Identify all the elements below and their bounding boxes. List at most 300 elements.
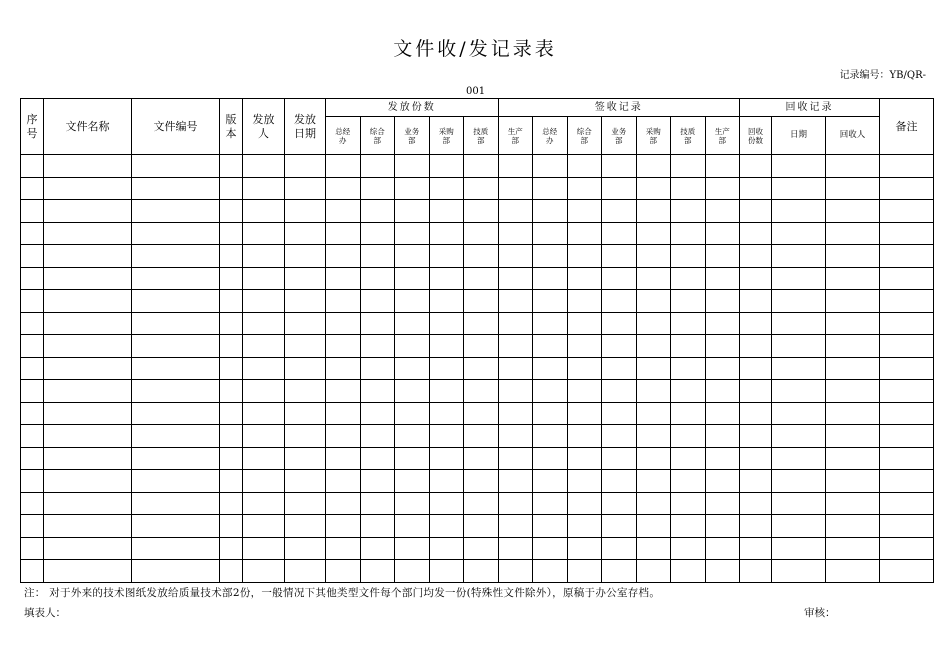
table-cell[interactable] (567, 222, 602, 245)
table-cell[interactable] (44, 402, 132, 425)
table-cell[interactable] (772, 290, 826, 313)
table-cell[interactable] (567, 515, 602, 538)
table-cell[interactable] (464, 492, 499, 515)
table-cell[interactable] (395, 515, 430, 538)
table-cell[interactable] (602, 492, 637, 515)
table-cell[interactable] (220, 155, 243, 178)
table-cell[interactable] (533, 335, 568, 358)
table-cell[interactable] (772, 402, 826, 425)
table-cell[interactable] (705, 312, 740, 335)
table-cell[interactable] (705, 177, 740, 200)
table-cell[interactable] (772, 335, 826, 358)
table-cell[interactable] (636, 492, 671, 515)
table-cell[interactable] (772, 222, 826, 245)
table-cell[interactable] (498, 222, 533, 245)
table-cell[interactable] (671, 402, 706, 425)
table-cell[interactable] (21, 200, 44, 223)
table-cell[interactable] (705, 200, 740, 223)
table-cell[interactable] (826, 380, 880, 403)
table-cell[interactable] (533, 380, 568, 403)
table-cell[interactable] (636, 560, 671, 583)
table-cell[interactable] (326, 312, 361, 335)
table-cell[interactable] (360, 312, 395, 335)
table-cell[interactable] (772, 155, 826, 178)
table-cell[interactable] (826, 200, 880, 223)
table-cell[interactable] (705, 222, 740, 245)
table-cell[interactable] (44, 245, 132, 268)
table-cell[interactable] (464, 155, 499, 178)
table-cell[interactable] (671, 515, 706, 538)
table-cell[interactable] (220, 492, 243, 515)
table-cell[interactable] (360, 537, 395, 560)
table-cell[interactable] (498, 245, 533, 268)
table-cell[interactable] (395, 560, 430, 583)
table-cell[interactable] (360, 470, 395, 493)
table-cell[interactable] (132, 312, 220, 335)
table-cell[interactable] (533, 200, 568, 223)
table-cell[interactable] (740, 425, 772, 448)
table-cell[interactable] (533, 492, 568, 515)
table-cell[interactable] (772, 245, 826, 268)
table-cell[interactable] (395, 537, 430, 560)
table-cell[interactable] (220, 312, 243, 335)
table-cell[interactable] (21, 492, 44, 515)
table-cell[interactable] (826, 335, 880, 358)
table-cell[interactable] (285, 290, 326, 313)
table-cell[interactable] (705, 267, 740, 290)
table-cell[interactable] (21, 402, 44, 425)
table-cell[interactable] (44, 312, 132, 335)
table-cell[interactable] (326, 425, 361, 448)
table-cell[interactable] (395, 200, 430, 223)
table-cell[interactable] (567, 380, 602, 403)
table-cell[interactable] (464, 515, 499, 538)
table-cell[interactable] (243, 447, 285, 470)
table-cell[interactable] (464, 470, 499, 493)
table-cell[interactable] (220, 402, 243, 425)
table-cell[interactable] (44, 200, 132, 223)
table-cell[interactable] (772, 267, 826, 290)
table-cell[interactable] (429, 560, 464, 583)
table-cell[interactable] (567, 155, 602, 178)
table-cell[interactable] (220, 222, 243, 245)
table-cell[interactable] (498, 470, 533, 493)
table-cell[interactable] (533, 447, 568, 470)
table-cell[interactable] (395, 425, 430, 448)
table-cell[interactable] (671, 222, 706, 245)
table-cell[interactable] (360, 200, 395, 223)
table-cell[interactable] (705, 560, 740, 583)
table-cell[interactable] (567, 447, 602, 470)
table-cell[interactable] (243, 335, 285, 358)
table-cell[interactable] (326, 245, 361, 268)
table-cell[interactable] (636, 200, 671, 223)
table-cell[interactable] (243, 515, 285, 538)
table-cell[interactable] (220, 447, 243, 470)
table-cell[interactable] (285, 357, 326, 380)
table-cell[interactable] (21, 357, 44, 380)
table-cell[interactable] (285, 312, 326, 335)
table-cell[interactable] (285, 515, 326, 538)
table-cell[interactable] (44, 335, 132, 358)
table-cell[interactable] (243, 312, 285, 335)
table-cell[interactable] (464, 290, 499, 313)
table-cell[interactable] (740, 447, 772, 470)
table-cell[interactable] (498, 515, 533, 538)
table-cell[interactable] (826, 245, 880, 268)
table-cell[interactable] (44, 425, 132, 448)
table-cell[interactable] (880, 290, 934, 313)
table-cell[interactable] (740, 177, 772, 200)
table-cell[interactable] (326, 200, 361, 223)
table-cell[interactable] (826, 470, 880, 493)
table-cell[interactable] (429, 177, 464, 200)
table-cell[interactable] (602, 155, 637, 178)
table-cell[interactable] (671, 357, 706, 380)
table-cell[interactable] (395, 177, 430, 200)
table-cell[interactable] (395, 357, 430, 380)
table-cell[interactable] (740, 380, 772, 403)
table-cell[interactable] (567, 560, 602, 583)
table-cell[interactable] (826, 155, 880, 178)
table-cell[interactable] (429, 155, 464, 178)
table-cell[interactable] (360, 155, 395, 178)
table-cell[interactable] (880, 200, 934, 223)
table-cell[interactable] (464, 335, 499, 358)
table-cell[interactable] (533, 515, 568, 538)
table-cell[interactable] (132, 245, 220, 268)
table-cell[interactable] (671, 447, 706, 470)
table-cell[interactable] (395, 267, 430, 290)
table-cell[interactable] (21, 222, 44, 245)
table-cell[interactable] (326, 402, 361, 425)
table-cell[interactable] (498, 560, 533, 583)
table-cell[interactable] (220, 380, 243, 403)
table-cell[interactable] (360, 177, 395, 200)
table-cell[interactable] (636, 447, 671, 470)
table-cell[interactable] (360, 425, 395, 448)
table-cell[interactable] (395, 312, 430, 335)
table-cell[interactable] (772, 447, 826, 470)
table-cell[interactable] (636, 177, 671, 200)
table-cell[interactable] (880, 267, 934, 290)
table-cell[interactable] (132, 200, 220, 223)
table-cell[interactable] (326, 155, 361, 178)
table-cell[interactable] (567, 312, 602, 335)
table-cell[interactable] (285, 245, 326, 268)
table-cell[interactable] (132, 402, 220, 425)
table-cell[interactable] (21, 447, 44, 470)
table-cell[interactable] (705, 335, 740, 358)
table-cell[interactable] (498, 447, 533, 470)
table-cell[interactable] (243, 537, 285, 560)
table-cell[interactable] (740, 402, 772, 425)
table-cell[interactable] (464, 245, 499, 268)
table-cell[interactable] (705, 357, 740, 380)
table-cell[interactable] (132, 222, 220, 245)
table-cell[interactable] (880, 425, 934, 448)
table-cell[interactable] (671, 177, 706, 200)
table-cell[interactable] (671, 290, 706, 313)
table-cell[interactable] (132, 380, 220, 403)
table-cell[interactable] (533, 312, 568, 335)
table-cell[interactable] (826, 537, 880, 560)
table-cell[interactable] (395, 245, 430, 268)
table-cell[interactable] (740, 200, 772, 223)
table-cell[interactable] (740, 222, 772, 245)
table-cell[interactable] (21, 335, 44, 358)
table-cell[interactable] (772, 200, 826, 223)
table-cell[interactable] (602, 515, 637, 538)
table-cell[interactable] (243, 245, 285, 268)
table-cell[interactable] (567, 425, 602, 448)
table-cell[interactable] (602, 470, 637, 493)
table-cell[interactable] (567, 267, 602, 290)
table-cell[interactable] (602, 425, 637, 448)
table-cell[interactable] (772, 560, 826, 583)
table-cell[interactable] (285, 222, 326, 245)
table-cell[interactable] (533, 425, 568, 448)
table-cell[interactable] (360, 357, 395, 380)
table-cell[interactable] (740, 335, 772, 358)
table-cell[interactable] (671, 335, 706, 358)
table-cell[interactable] (636, 245, 671, 268)
table-cell[interactable] (220, 470, 243, 493)
table-cell[interactable] (132, 290, 220, 313)
table-cell[interactable] (360, 560, 395, 583)
table-cell[interactable] (429, 380, 464, 403)
table-cell[interactable] (326, 492, 361, 515)
table-cell[interactable] (826, 515, 880, 538)
table-cell[interactable] (243, 402, 285, 425)
table-cell[interactable] (567, 290, 602, 313)
table-cell[interactable] (326, 470, 361, 493)
table-cell[interactable] (671, 560, 706, 583)
table-cell[interactable] (705, 515, 740, 538)
table-cell[interactable] (464, 357, 499, 380)
table-cell[interactable] (326, 335, 361, 358)
table-cell[interactable] (826, 177, 880, 200)
table-cell[interactable] (602, 222, 637, 245)
table-cell[interactable] (498, 267, 533, 290)
table-cell[interactable] (360, 222, 395, 245)
table-cell[interactable] (132, 425, 220, 448)
table-cell[interactable] (533, 560, 568, 583)
table-cell[interactable] (880, 335, 934, 358)
table-cell[interactable] (326, 267, 361, 290)
table-cell[interactable] (464, 312, 499, 335)
table-cell[interactable] (705, 290, 740, 313)
table-cell[interactable] (772, 312, 826, 335)
table-cell[interactable] (636, 425, 671, 448)
table-cell[interactable] (285, 447, 326, 470)
table-cell[interactable] (220, 245, 243, 268)
table-cell[interactable] (21, 290, 44, 313)
table-cell[interactable] (826, 222, 880, 245)
table-cell[interactable] (826, 447, 880, 470)
table-cell[interactable] (220, 425, 243, 448)
table-cell[interactable] (880, 222, 934, 245)
table-cell[interactable] (285, 155, 326, 178)
table-cell[interactable] (44, 177, 132, 200)
table-cell[interactable] (880, 357, 934, 380)
table-cell[interactable] (360, 245, 395, 268)
table-cell[interactable] (880, 492, 934, 515)
table-cell[interactable] (395, 155, 430, 178)
table-cell[interactable] (567, 402, 602, 425)
table-cell[interactable] (772, 492, 826, 515)
table-cell[interactable] (498, 200, 533, 223)
table-cell[interactable] (429, 425, 464, 448)
table-cell[interactable] (360, 515, 395, 538)
table-cell[interactable] (567, 470, 602, 493)
table-cell[interactable] (326, 515, 361, 538)
table-cell[interactable] (360, 335, 395, 358)
table-cell[interactable] (880, 312, 934, 335)
table-cell[interactable] (326, 177, 361, 200)
table-cell[interactable] (498, 290, 533, 313)
table-cell[interactable] (498, 492, 533, 515)
table-cell[interactable] (243, 470, 285, 493)
table-cell[interactable] (740, 492, 772, 515)
table-cell[interactable] (498, 357, 533, 380)
table-cell[interactable] (498, 380, 533, 403)
table-cell[interactable] (533, 402, 568, 425)
table-cell[interactable] (567, 177, 602, 200)
table-cell[interactable] (464, 380, 499, 403)
table-cell[interactable] (602, 335, 637, 358)
table-cell[interactable] (464, 177, 499, 200)
table-cell[interactable] (671, 470, 706, 493)
table-cell[interactable] (285, 177, 326, 200)
table-cell[interactable] (395, 222, 430, 245)
table-cell[interactable] (285, 267, 326, 290)
table-cell[interactable] (429, 267, 464, 290)
table-cell[interactable] (636, 335, 671, 358)
table-cell[interactable] (880, 447, 934, 470)
table-cell[interactable] (464, 537, 499, 560)
table-cell[interactable] (285, 200, 326, 223)
table-cell[interactable] (464, 267, 499, 290)
table-cell[interactable] (132, 155, 220, 178)
table-cell[interactable] (498, 312, 533, 335)
table-cell[interactable] (395, 470, 430, 493)
table-cell[interactable] (880, 402, 934, 425)
table-cell[interactable] (285, 470, 326, 493)
table-cell[interactable] (132, 335, 220, 358)
table-cell[interactable] (671, 492, 706, 515)
table-cell[interactable] (44, 357, 132, 380)
table-cell[interactable] (132, 492, 220, 515)
table-cell[interactable] (533, 267, 568, 290)
table-cell[interactable] (636, 222, 671, 245)
table-cell[interactable] (567, 492, 602, 515)
table-cell[interactable] (395, 402, 430, 425)
table-cell[interactable] (880, 155, 934, 178)
table-cell[interactable] (44, 267, 132, 290)
table-cell[interactable] (740, 312, 772, 335)
table-cell[interactable] (326, 537, 361, 560)
table-cell[interactable] (533, 177, 568, 200)
table-cell[interactable] (826, 560, 880, 583)
table-cell[interactable] (44, 515, 132, 538)
table-cell[interactable] (243, 267, 285, 290)
table-cell[interactable] (21, 537, 44, 560)
table-cell[interactable] (705, 402, 740, 425)
table-cell[interactable] (705, 155, 740, 178)
table-cell[interactable] (360, 380, 395, 403)
table-cell[interactable] (464, 447, 499, 470)
table-cell[interactable] (464, 402, 499, 425)
table-cell[interactable] (132, 537, 220, 560)
table-cell[interactable] (220, 177, 243, 200)
table-cell[interactable] (567, 200, 602, 223)
table-cell[interactable] (395, 447, 430, 470)
table-cell[interactable] (243, 155, 285, 178)
table-cell[interactable] (705, 470, 740, 493)
table-cell[interactable] (636, 515, 671, 538)
table-cell[interactable] (21, 177, 44, 200)
table-cell[interactable] (44, 380, 132, 403)
table-cell[interactable] (360, 447, 395, 470)
table-cell[interactable] (21, 380, 44, 403)
table-cell[interactable] (772, 537, 826, 560)
table-cell[interactable] (220, 357, 243, 380)
table-cell[interactable] (21, 155, 44, 178)
table-cell[interactable] (498, 155, 533, 178)
table-cell[interactable] (705, 425, 740, 448)
table-cell[interactable] (636, 267, 671, 290)
table-cell[interactable] (395, 290, 430, 313)
table-cell[interactable] (243, 560, 285, 583)
table-cell[interactable] (567, 245, 602, 268)
table-cell[interactable] (429, 537, 464, 560)
table-cell[interactable] (132, 515, 220, 538)
table-cell[interactable] (243, 200, 285, 223)
table-cell[interactable] (132, 560, 220, 583)
table-cell[interactable] (772, 470, 826, 493)
table-cell[interactable] (705, 492, 740, 515)
table-cell[interactable] (880, 537, 934, 560)
table-cell[interactable] (636, 470, 671, 493)
table-cell[interactable] (326, 222, 361, 245)
table-cell[interactable] (44, 470, 132, 493)
table-cell[interactable] (772, 177, 826, 200)
table-cell[interactable] (533, 357, 568, 380)
table-cell[interactable] (567, 335, 602, 358)
table-cell[interactable] (464, 560, 499, 583)
table-cell[interactable] (671, 245, 706, 268)
table-cell[interactable] (602, 267, 637, 290)
table-cell[interactable] (705, 447, 740, 470)
table-cell[interactable] (636, 155, 671, 178)
table-cell[interactable] (602, 290, 637, 313)
table-cell[interactable] (21, 245, 44, 268)
table-cell[interactable] (285, 402, 326, 425)
table-cell[interactable] (705, 380, 740, 403)
table-cell[interactable] (44, 560, 132, 583)
table-cell[interactable] (671, 155, 706, 178)
table-cell[interactable] (21, 560, 44, 583)
table-cell[interactable] (602, 245, 637, 268)
table-cell[interactable] (498, 425, 533, 448)
table-cell[interactable] (826, 425, 880, 448)
table-cell[interactable] (772, 357, 826, 380)
table-cell[interactable] (740, 357, 772, 380)
table-cell[interactable] (602, 357, 637, 380)
table-cell[interactable] (243, 357, 285, 380)
table-cell[interactable] (671, 380, 706, 403)
